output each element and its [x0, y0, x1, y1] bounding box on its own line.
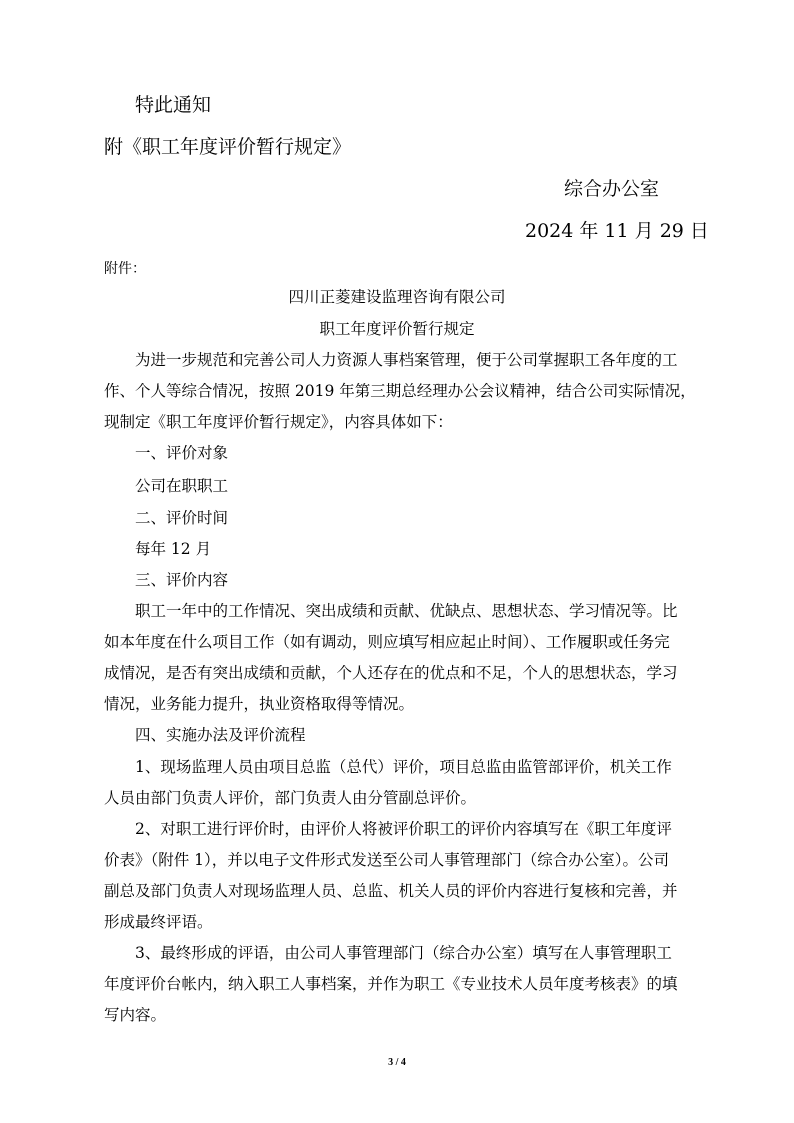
issue-date: 2024 年 11 月 29 日 — [525, 220, 709, 242]
notice-hereby: 特此通知 — [135, 94, 212, 116]
section-line: 成情况，是否有突出成绩和贡献，个人还存在的优点和不足，个人的思想状态，学习 — [104, 664, 678, 682]
regulation-title: 职工年度评价暂行规定 — [319, 320, 475, 338]
section-line: 2、对职工进行评价时，由评价人将被评价职工的评价内容填写在《职工年度评 — [135, 820, 672, 838]
attachment-reference: 附《职工年度评价暂行规定》 — [104, 136, 352, 158]
section-text: 每年 12 月 — [135, 540, 212, 558]
section-line: 3、最终形成的评语，由公司人事管理部门（综合办公室）填写在人事管理职工 — [135, 944, 672, 962]
section-line: 写内容。 — [104, 1006, 167, 1024]
section-line: 情况，业务能力提升，执业资格取得等情况。 — [104, 695, 415, 713]
section-heading: 一、评价对象 — [135, 444, 229, 462]
issuer-name: 综合办公室 — [564, 178, 660, 200]
section-heading: 三、评价内容 — [135, 571, 229, 589]
company-name: 四川正菱建设监理咨询有限公司 — [288, 288, 506, 306]
attachment-label: 附件： — [104, 261, 146, 277]
section-heading: 二、评价时间 — [135, 509, 229, 527]
section-line: 职工一年中的工作情况、突出成绩和贡献、优缺点、思想状态、学习情况等。比 — [135, 602, 678, 620]
intro-line: 现制定《职工年度评价暂行规定》，内容具体如下： — [104, 413, 453, 431]
section-line: 年度评价台帐内，纳入职工人事档案，并作为职工《专业技术人员年度考核表》的填 — [104, 975, 678, 993]
intro-line: 作、个人等综合情况，按照 2019 年第三期总经理办公会议精神，结合公司实际情况， — [104, 382, 696, 400]
section-line: 形成最终评语。 — [104, 913, 213, 931]
section-line: 如本年度在什么项目工作（如有调动，则应填写相应起止时间）、工作履职或任务完 — [104, 633, 670, 651]
section-line: 价表》（附件 1），并以电子文件形式发送至公司人事管理部门（综合办公室）。公司 — [104, 851, 670, 869]
section-heading: 四、实施办法及评价流程 — [135, 726, 306, 744]
section-line: 副总及部门负责人对现场监理人员、总监、机关人员的评价内容进行复核和完善，并 — [104, 882, 678, 900]
section-line: 1、现场监理人员由项目总监（总代）评价，项目总监由监管部评价，机关工作 — [135, 758, 672, 776]
section-text: 公司在职职工 — [135, 477, 229, 495]
section-line: 人员由部门负责人评价，部门负责人由分管副总评价。 — [104, 789, 477, 807]
page-number: 3 / 4 — [388, 1057, 406, 1068]
intro-line: 为进一步规范和完善公司人力资源人事档案管理，便于公司掌握职工各年度的工 — [135, 351, 678, 369]
